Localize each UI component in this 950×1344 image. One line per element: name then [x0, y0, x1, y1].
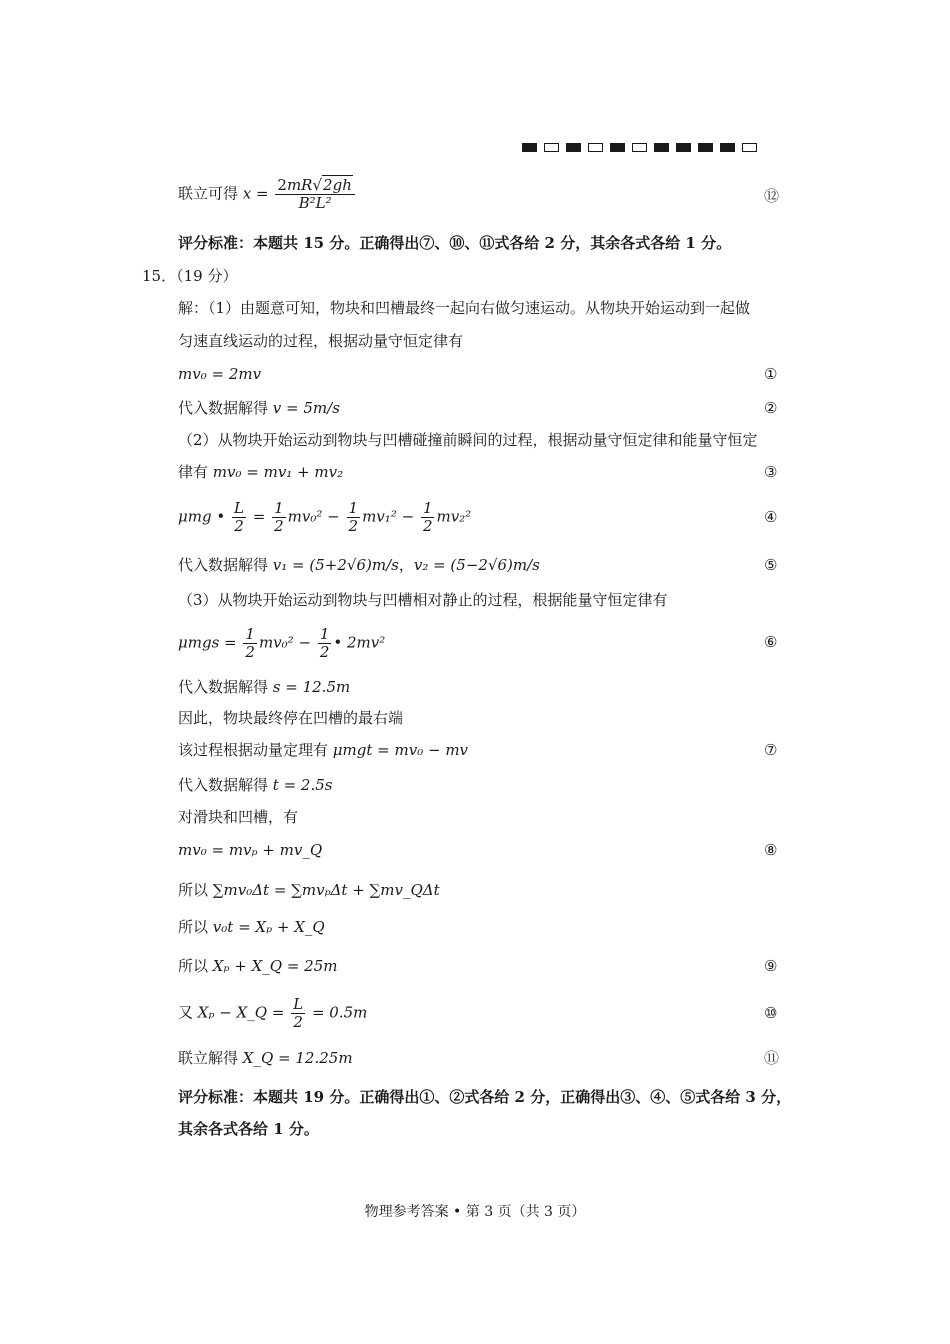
- solve-line: [178, 996, 367, 1031]
- equals: =: [256, 184, 269, 203]
- term: mv₂²: [436, 507, 472, 526]
- term: mR: [286, 176, 313, 194]
- marker-filled: [698, 143, 713, 152]
- text: 联立可得: [178, 184, 239, 203]
- minus: −: [298, 633, 312, 652]
- equation: mv₀ = 2mv: [178, 365, 262, 383]
- fraction: [291, 996, 305, 1031]
- marker-empty: [588, 143, 603, 152]
- term: Xₚ − X_Q =: [197, 1003, 285, 1022]
- marker-filled: [720, 143, 735, 152]
- text: 所以: [178, 881, 209, 899]
- coef: 2: [277, 176, 287, 194]
- numerator: 1: [348, 499, 359, 517]
- numerator: 1: [245, 625, 255, 643]
- equation: v₀t = Xₚ + X_Q: [212, 918, 325, 936]
- value: v₁ = (5+2√6)m/s: [272, 556, 399, 574]
- text: 代入数据解得: [178, 776, 269, 794]
- prev-result-line: [178, 177, 357, 212]
- marker-empty: [742, 143, 757, 152]
- separator: ，: [398, 556, 414, 574]
- paragraph: （3）从物块开始运动到物块与凹槽相对静止的过程，根据能量守恒定律有: [178, 591, 668, 609]
- value: v₂ = (5−2√6)m/s: [413, 556, 540, 574]
- text: 律有: [178, 463, 209, 481]
- eq-marker: ②: [764, 399, 778, 417]
- equation: Xₚ + X_Q = 25m: [212, 957, 338, 975]
- text: 代入数据解得: [178, 399, 269, 417]
- text: 所以: [178, 957, 209, 975]
- minus: −: [327, 507, 340, 526]
- numerator: L: [233, 499, 244, 517]
- numerator: L: [293, 995, 304, 1013]
- equation: mv₀ = mvₚ + mv_Q: [178, 841, 323, 859]
- marker-filled: [610, 143, 625, 152]
- equation: ∑mv₀Δt = ∑mvₚΔt + ∑mv_QΔt: [212, 881, 440, 899]
- text: 该过程根据动量定理有: [178, 741, 329, 759]
- marker-empty: [632, 143, 647, 152]
- marker-filled: [676, 143, 691, 152]
- term: mv₀²: [258, 633, 294, 652]
- fraction: [232, 500, 246, 535]
- equation: X_Q = 12.25m: [242, 1049, 353, 1067]
- fraction: [318, 626, 332, 661]
- text: 又: [178, 1003, 194, 1022]
- eq-marker: ⑪: [764, 1049, 780, 1067]
- equals: =: [252, 507, 266, 526]
- denominator: 2: [348, 517, 359, 535]
- solve-line: [178, 956, 337, 976]
- solve-line: [178, 555, 540, 575]
- marker-empty: [544, 143, 559, 152]
- value: v = 5m/s: [272, 399, 340, 417]
- denominator: 2: [319, 643, 330, 661]
- term: mv₀²: [287, 507, 323, 526]
- scoring-criteria-prev: 评分标准：本题共 15 分。正确得出⑦、⑩、⑪式各给 2 分，其余各式各给 1 分。: [178, 234, 732, 252]
- paragraph: 对滑块和凹槽，有: [178, 808, 299, 826]
- value: = 0.5m: [311, 1003, 368, 1022]
- page-footer: 物理参考答案 • 第 3 页（共 3 页）: [364, 1204, 586, 1220]
- scoring-criteria: 其余各式各给 1 分。: [178, 1120, 319, 1138]
- eq-marker: ⑤: [764, 556, 778, 574]
- equation: mv₀ = mv₁ + mv₂: [212, 463, 344, 481]
- paragraph: 因此，物块最终停在凹槽的最右端: [178, 709, 404, 727]
- text: 代入数据解得: [178, 556, 269, 574]
- denominator: B²L²: [298, 194, 332, 212]
- question-header: 15．（19 分）: [142, 267, 238, 285]
- value: t = 2.5s: [272, 776, 333, 794]
- marker-filled: [566, 143, 581, 152]
- term: • 2mv²: [333, 633, 386, 652]
- solve-line: [178, 398, 340, 418]
- paragraph: 匀速直线运动的过程，根据动量守恒定律有: [178, 332, 464, 350]
- paragraph: 解：（1）由题意可知，物块和凹槽最终一起向右做匀速运动。从物块开始运动到一起做: [178, 299, 751, 317]
- marker-filled: [654, 143, 669, 152]
- solve-line: [178, 880, 440, 900]
- energy-equation: [178, 500, 471, 535]
- fraction: [347, 500, 361, 535]
- denominator: 2: [274, 517, 284, 535]
- eq-marker: ⑦: [764, 741, 778, 759]
- value: s = 12.5m: [272, 678, 351, 696]
- denominator: 2: [245, 643, 255, 661]
- numerator: 1: [274, 499, 284, 517]
- numerator: 1: [422, 499, 433, 517]
- eq-marker: ⑨: [764, 957, 778, 975]
- denominator: 2: [293, 1013, 303, 1031]
- eq-marker: ⑩: [764, 1004, 778, 1022]
- solve-line: [178, 917, 325, 937]
- term: μmg •: [178, 507, 226, 526]
- eq-marker: ③: [764, 463, 778, 481]
- solve-line: [178, 1048, 353, 1068]
- minus: −: [401, 507, 415, 526]
- eq-marker: ⑧: [764, 841, 778, 859]
- denominator: 2: [234, 517, 244, 535]
- radicand: 2gh: [323, 176, 352, 194]
- numerator: 1: [319, 625, 330, 643]
- text: 所以: [178, 918, 209, 936]
- eq-marker: ①: [764, 365, 778, 383]
- denominator: 2: [422, 517, 433, 535]
- page-marker-strip: [522, 143, 757, 152]
- text: 联立解得: [178, 1049, 239, 1067]
- term: mv₁²: [362, 507, 397, 526]
- var-x: x: [242, 184, 252, 203]
- energy-equation: [178, 626, 385, 661]
- fraction: $\frac{2mR√2gh}{\text{B²L²}}$: [275, 177, 354, 212]
- text: 代入数据解得: [178, 678, 269, 696]
- paragraph: （2）从物块开始运动到物块与凹槽碰撞前瞬间的过程，根据动量守恒定律和能量守恒定: [178, 431, 758, 449]
- eq-marker: ⑥: [764, 633, 778, 651]
- eq-marker: ⑫: [764, 187, 780, 205]
- eq-marker: ④: [764, 508, 778, 526]
- solve-line: [178, 677, 350, 697]
- fraction: [243, 626, 257, 661]
- fraction: [421, 500, 435, 535]
- solve-line: [178, 775, 332, 795]
- solve-line: [178, 740, 468, 760]
- scoring-criteria: 评分标准：本题共 19 分。正确得出①、②式各给 2 分，正确得出③、④、⑤式各给 3 分，: [178, 1088, 792, 1106]
- equation: μmgt = mv₀ − mv: [332, 741, 469, 759]
- term: μmgs =: [178, 633, 237, 652]
- fraction: [272, 500, 286, 535]
- marker-filled: [522, 143, 537, 152]
- paragraph: [178, 462, 343, 482]
